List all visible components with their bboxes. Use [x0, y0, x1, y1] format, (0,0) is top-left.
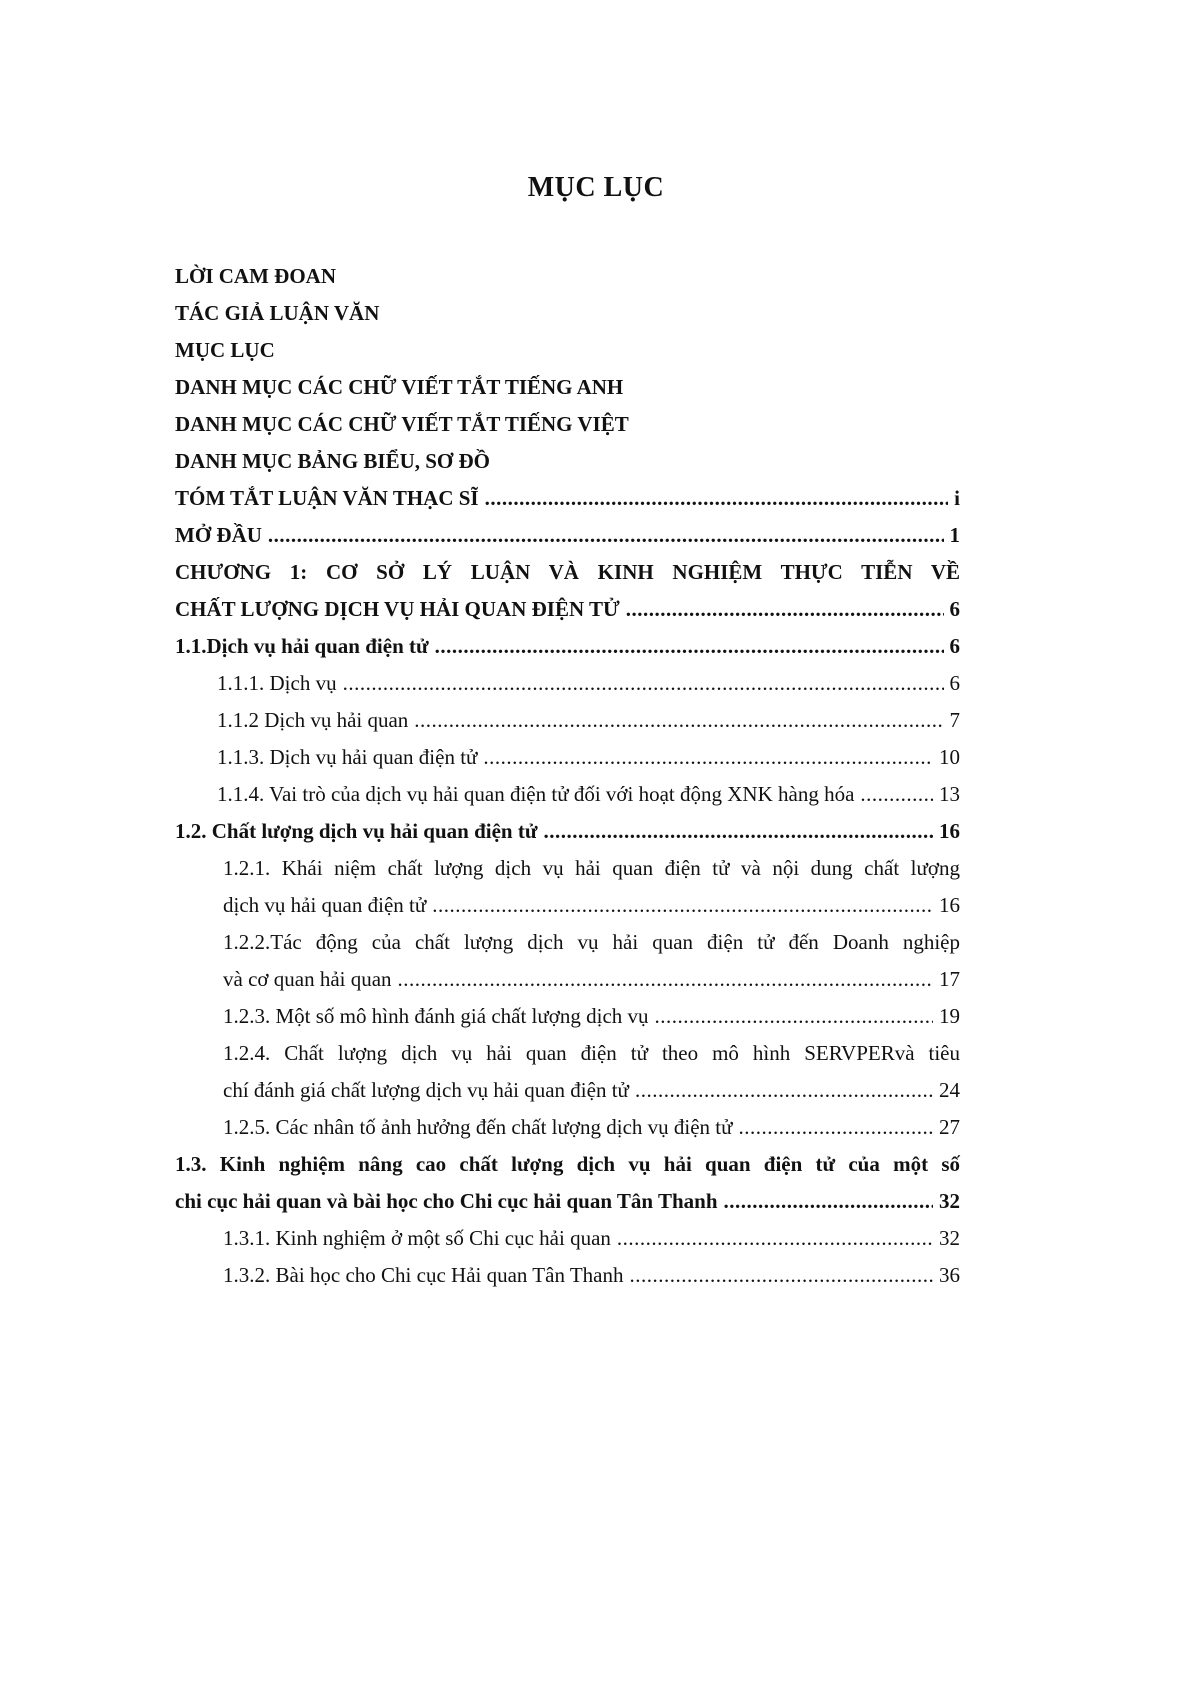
toc-entry-1-3-2[interactable]: [175, 1257, 960, 1294]
toc-entry-label: 1.2.5. Các nhân tố ảnh hưởng đến chất lượng dịch vụ điện tử: [223, 1115, 733, 1139]
toc-entry-label: 1.1.1. Dịch vụ: [217, 671, 337, 695]
toc-entry-label: 1.3.1. Kinh nghiệm ở một số Chi cục hải quan: [223, 1226, 611, 1250]
toc-entry-1-2-1[interactable]: [175, 887, 960, 924]
toc-entry-chapter1[interactable]: [175, 591, 960, 628]
toc-entry-label: DANH MỤC CÁC CHỮ VIẾT TẮT TIẾNG VIỆT: [175, 412, 629, 436]
leader-dots: [485, 480, 949, 517]
toc-entry-abbrev-en[interactable]: [175, 369, 960, 406]
toc-entry-1-3[interactable]: [175, 1183, 960, 1220]
toc-entry-1-2-3[interactable]: [175, 998, 960, 1035]
toc-entry-1-2-4-line1[interactable]: [175, 1035, 960, 1072]
leader-dots: [739, 1109, 933, 1146]
toc-entry-summary[interactable]: [175, 480, 960, 517]
leader-dots: [432, 887, 933, 924]
toc-page-number: 24: [939, 1078, 960, 1102]
leader-dots: [860, 776, 933, 813]
toc-entry-label: 1.1.4. Vai trò của dịch vụ hải quan điện tử đối với hoạt động XNK hàng hóa: [217, 782, 855, 806]
toc-entry-label: 1.2.3. Một số mô hình đánh giá chất lượng dịch vụ: [223, 1004, 649, 1028]
leader-dots: [543, 813, 933, 850]
toc-entry-1-2-1-line1[interactable]: [175, 850, 960, 887]
toc-entry-1-1-4[interactable]: [175, 776, 960, 813]
toc-page-number: 27: [939, 1115, 960, 1139]
toc-page-number: 16: [939, 819, 960, 843]
toc-entry-label: 1.2.1. Khái niệm chất lượng dịch vụ hải quan điện tử và nội dung chất lượng: [223, 856, 960, 880]
toc-entry-1-1-1[interactable]: [175, 665, 960, 702]
toc-page-number: 1: [949, 523, 960, 547]
toc-page-number: 16: [939, 893, 960, 917]
toc-page-number: 19: [939, 1004, 960, 1028]
toc-entry-label: 1.1.3. Dịch vụ hải quan điện tử: [217, 745, 478, 769]
toc-entry-1-1-3[interactable]: [175, 739, 960, 776]
toc-entry-label: CHƯƠNG 1: CƠ SỞ LÝ LUẬN VÀ KINH NGHIỆM THỰC TIỄN VỀ: [175, 560, 960, 584]
toc-entry-chapter1-line1[interactable]: [175, 554, 960, 591]
toc-page-number: 13: [939, 782, 960, 806]
leader-dots: [483, 739, 933, 776]
toc-entry-label: TÁC GIẢ LUẬN VĂN: [175, 301, 380, 325]
toc-entry-1-3-1[interactable]: [175, 1220, 960, 1257]
toc-entry-label: 1.3. Kinh nghiệm nâng cao chất lượng dịch vụ hải quan điện tử của một số: [175, 1152, 960, 1176]
toc-page-number: 32: [939, 1226, 960, 1250]
toc-entry-1-1[interactable]: [175, 628, 960, 665]
toc-entry-1-2-5[interactable]: [175, 1109, 960, 1146]
toc-entry-loi-cam-doan[interactable]: [175, 258, 960, 295]
toc-entry-1-3-line1[interactable]: [175, 1146, 960, 1183]
toc-entry-label: dịch vụ hải quan điện tử: [223, 893, 427, 917]
toc-page-number: i: [954, 486, 960, 510]
toc-entry-label: CHẤT LƯỢNG DỊCH VỤ HẢI QUAN ĐIỆN TỬ: [175, 597, 620, 621]
toc-page-number: 17: [939, 967, 960, 991]
toc-entry-label: DANH MỤC BẢNG BIỂU, SƠ ĐỒ: [175, 449, 491, 473]
toc-page-number: 7: [949, 708, 960, 732]
toc-entry-label: 1.2.2.Tác động của chất lượng dịch vụ hải quan điện tử đến Doanh nghiệp: [223, 930, 960, 954]
toc-entry-label: DANH MỤC CÁC CHỮ VIẾT TẮT TIẾNG ANH: [175, 375, 624, 399]
toc-entry-1-2-4[interactable]: [175, 1072, 960, 1109]
leader-dots: [268, 517, 944, 554]
toc-entry-label: 1.1.Dịch vụ hải quan điện tử: [175, 634, 429, 658]
toc-entry-1-1-2[interactable]: [175, 702, 960, 739]
toc-entry-1-2-2[interactable]: [175, 961, 960, 998]
toc-entry-label: LỜI CAM ĐOAN: [175, 264, 336, 288]
toc-entry-label: 1.2. Chất lượng dịch vụ hải quan điện tử: [175, 819, 538, 843]
leader-dots: [629, 1257, 933, 1294]
leader-dots: [626, 591, 944, 628]
toc-entry-label: chi cục hải quan và bài học cho Chi cục hải quan Tân Thanh: [175, 1189, 718, 1213]
toc-entry-label: TÓM TẮT LUẬN VĂN THẠC SĨ: [175, 486, 479, 510]
toc-entry-label: 1.2.4. Chất lượng dịch vụ hải quan điện tử theo mô hình SERVPERvà tiêu: [223, 1041, 960, 1065]
leader-dots: [343, 665, 944, 702]
toc-page-number: 10: [939, 745, 960, 769]
toc-entry-label: và cơ quan hải quan: [223, 967, 392, 991]
toc-entry-abbrev-vi[interactable]: [175, 406, 960, 443]
toc-page-number: 36: [939, 1263, 960, 1287]
toc-entry-label: MỞ ĐẦU: [175, 523, 262, 547]
table-of-contents: [175, 258, 960, 1294]
toc-entry-label: MỤC LỤC: [175, 338, 275, 362]
toc-page-number: 32: [939, 1189, 960, 1213]
leader-dots: [414, 702, 943, 739]
toc-entry-tac-gia[interactable]: [175, 295, 960, 332]
toc-entry-1-2[interactable]: [175, 813, 960, 850]
page-title: MỤC LỤC: [527, 172, 665, 203]
leader-dots: [435, 628, 944, 665]
toc-entry-label: 1.1.2 Dịch vụ hải quan: [217, 708, 409, 732]
toc-page-number: 6: [949, 634, 960, 658]
toc-entry-label: chí đánh giá chất lượng dịch vụ hải quan điện tử: [223, 1078, 629, 1102]
toc-page-number: 6: [949, 671, 960, 695]
toc-entry-label: 1.3.2. Bài học cho Chi cục Hải quan Tân Thanh: [223, 1263, 624, 1287]
leader-dots: [617, 1220, 933, 1257]
toc-entry-tables-figures[interactable]: [175, 443, 960, 480]
toc-entry-1-2-2-line1[interactable]: [175, 924, 960, 961]
leader-dots: [635, 1072, 933, 1109]
toc-page-number: 6: [949, 597, 960, 621]
leader-dots: [398, 961, 933, 998]
leader-dots: [655, 998, 933, 1035]
toc-entry-muc-luc[interactable]: [175, 332, 960, 369]
leader-dots: [724, 1183, 934, 1220]
toc-entry-intro[interactable]: [175, 517, 960, 554]
